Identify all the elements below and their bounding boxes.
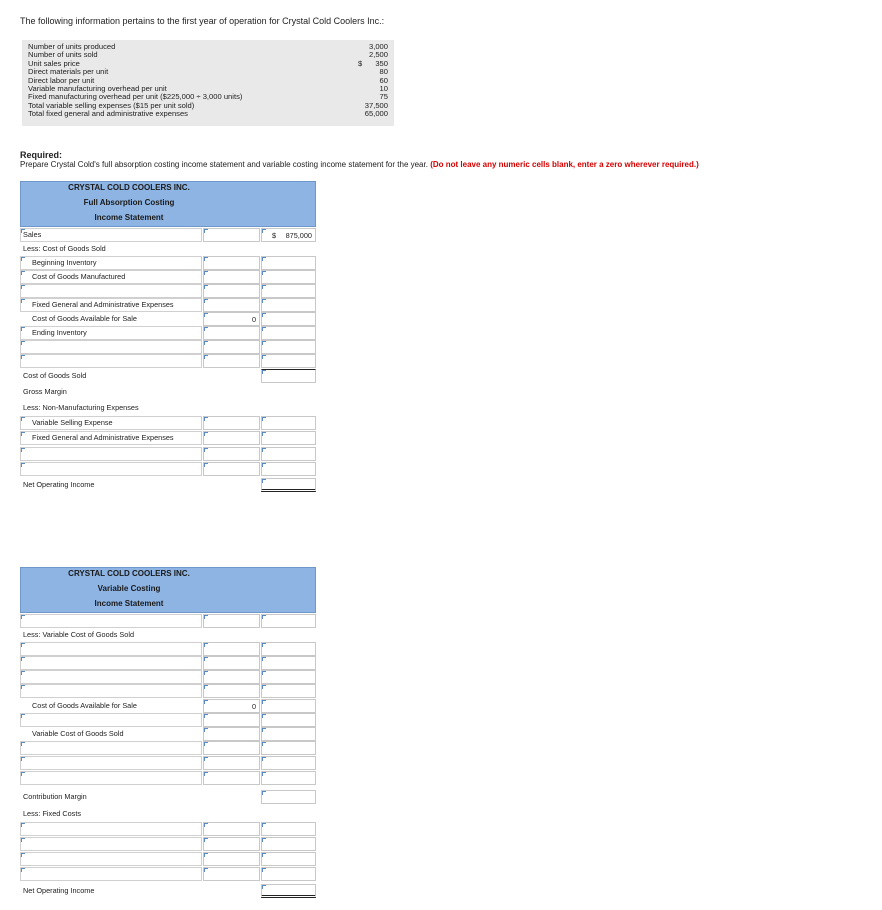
variable-row — [20, 684, 316, 699]
absorption-row-label: Variable Selling Expense — [32, 418, 113, 427]
variable-total-input[interactable] — [261, 884, 316, 898]
absorption-total-input[interactable] — [261, 312, 316, 326]
absorption-row-label: Cost of Goods Available for Sale — [32, 314, 137, 323]
variable-amount-input[interactable] — [203, 713, 260, 727]
absorption-amount-input[interactable] — [203, 326, 260, 340]
variable-amount-input[interactable] — [203, 727, 260, 741]
absorption-row — [20, 385, 316, 400]
variable-label-input[interactable] — [20, 771, 202, 785]
info-label: Total fixed general and administrative expenses — [28, 109, 188, 119]
absorption-row — [20, 416, 316, 431]
absorption-row-label: Less: Non-Manufacturing Expenses — [23, 403, 139, 412]
absorption-row — [20, 447, 316, 462]
variable-label-input[interactable] — [20, 852, 202, 866]
variable-total-input[interactable] — [261, 756, 316, 770]
variable-row — [20, 867, 316, 882]
absorption-label-input[interactable] — [20, 462, 202, 476]
info-value: 37,500 — [364, 100, 388, 110]
absorption-row — [20, 242, 316, 257]
variable-row — [20, 852, 316, 867]
absorption-row-label: Less: Cost of Goods Sold — [23, 244, 106, 253]
variable-row — [20, 756, 316, 771]
variable-amount-value: 0 — [251, 702, 256, 711]
absorption-row-label: Fixed General and Administrative Expenses — [32, 433, 174, 442]
absorption-method: Full Absorption Costing — [83, 198, 175, 207]
absorption-label-input[interactable] — [20, 340, 202, 354]
variable-row-label: Less: Fixed Costs — [23, 809, 81, 818]
absorption-amount-input[interactable] — [203, 431, 260, 445]
info-value: 2,500 — [368, 50, 388, 60]
variable-header — [20, 567, 316, 613]
absorption-row-label: Beginning Inventory — [32, 258, 97, 267]
variable-amount-input[interactable] — [203, 642, 260, 656]
info-value: 75 — [379, 92, 388, 102]
variable-total-input[interactable] — [261, 727, 316, 741]
absorption-row — [20, 431, 316, 446]
variable-row — [20, 741, 316, 756]
variable-row — [20, 884, 316, 899]
absorption-label-input[interactable] — [20, 284, 202, 298]
variable-amount-input[interactable] — [203, 822, 260, 836]
variable-row — [20, 713, 316, 728]
absorption-amount-input[interactable] — [203, 447, 260, 461]
absorption-row — [20, 340, 316, 355]
absorption-amount-input[interactable] — [203, 228, 260, 242]
info-label: Total variable selling expenses ($15 per unit sold) — [28, 100, 195, 110]
variable-row — [20, 670, 316, 685]
variable-amount-input[interactable] — [203, 852, 260, 866]
info-label: Unit sales price — [28, 58, 80, 68]
absorption-total-input[interactable] — [261, 478, 316, 492]
given-data-table — [22, 40, 394, 126]
variable-amount-input[interactable] — [203, 867, 260, 881]
variable-total-input[interactable] — [261, 852, 316, 866]
variable-statement-title: Income Statement — [94, 599, 164, 608]
info-label: Direct labor per unit — [28, 75, 95, 85]
absorption-amount-input[interactable] — [203, 312, 260, 326]
absorption-row — [20, 228, 316, 243]
absorption-row — [20, 462, 316, 477]
variable-total-input[interactable] — [261, 656, 316, 670]
variable-row — [20, 642, 316, 657]
variable-total-input[interactable] — [261, 867, 316, 881]
variable-row — [20, 656, 316, 671]
absorption-amount-value: 0 — [251, 315, 256, 324]
variable-amount-input[interactable] — [203, 771, 260, 785]
absorption-label-input[interactable] — [20, 228, 202, 242]
info-value: 80 — [379, 67, 388, 77]
variable-method: Variable Costing — [97, 584, 161, 593]
variable-row — [20, 822, 316, 837]
info-label: Fixed manufacturing overhead per unit ($225,000 ÷ 3,000 units) — [28, 92, 243, 102]
absorption-row — [20, 401, 316, 416]
absorption-total-input[interactable] — [261, 416, 316, 430]
absorption-amount-input[interactable] — [203, 354, 260, 368]
variable-total-input[interactable] — [261, 713, 316, 727]
absorption-label-input[interactable] — [20, 447, 202, 461]
absorption-row — [20, 256, 316, 271]
variable-row — [20, 614, 316, 629]
variable-label-input[interactable] — [20, 713, 202, 727]
absorption-row-label: Cost of Goods Manufactured — [32, 272, 126, 281]
variable-label-input[interactable] — [20, 822, 202, 836]
absorption-statement-title: Income Statement — [94, 213, 164, 222]
absorption-total-input[interactable] — [261, 326, 316, 340]
info-value: 350 — [375, 58, 388, 68]
variable-label-input[interactable] — [20, 837, 202, 851]
variable-row-label: Cost of Goods Available for Sale — [32, 701, 137, 710]
info-value: 60 — [379, 75, 388, 85]
intro-text: The following information pertains to the first year of operation for Crystal Cold Coolers Inc.: — [20, 16, 385, 26]
variable-row — [20, 727, 316, 742]
info-dollar: $ — [358, 58, 363, 68]
variable-amount-input[interactable] — [203, 670, 260, 684]
absorption-total-input[interactable] — [261, 447, 316, 461]
variable-amount-input[interactable] — [203, 614, 260, 628]
absorption-row — [20, 270, 316, 285]
absorption-amount-input[interactable] — [203, 270, 260, 284]
absorption-row — [20, 312, 316, 327]
variable-row — [20, 837, 316, 852]
absorption-row — [20, 369, 316, 384]
variable-label-input[interactable] — [20, 756, 202, 770]
absorption-total-input[interactable] — [261, 462, 316, 476]
absorption-amount-input[interactable] — [203, 340, 260, 354]
info-label: Variable manufacturing overhead per unit — [28, 84, 167, 93]
variable-row-label: Less: Variable Cost of Goods Sold — [23, 630, 134, 639]
variable-total-input[interactable] — [261, 670, 316, 684]
variable-amount-input[interactable] — [203, 741, 260, 755]
absorption-company: CRYSTAL COLD COOLERS INC. — [68, 183, 190, 192]
variable-total-input[interactable] — [261, 837, 316, 851]
absorption-row — [20, 284, 316, 299]
variable-row-label: Contribution Margin — [23, 792, 87, 801]
absorption-total-value: 875,000 — [285, 231, 312, 240]
absorption-row-label: Gross Margin — [23, 387, 67, 396]
variable-label-input[interactable] — [20, 741, 202, 755]
variable-amount-input[interactable] — [203, 837, 260, 851]
absorption-label-input[interactable] — [20, 354, 202, 368]
absorption-total-input[interactable] — [261, 431, 316, 445]
variable-row-label: Variable Cost of Goods Sold — [32, 729, 124, 738]
absorption-total-input[interactable] — [261, 256, 316, 270]
variable-amount-input[interactable] — [203, 699, 260, 713]
info-value: 3,000 — [368, 42, 388, 51]
info-label: Number of units sold — [28, 50, 98, 60]
variable-company: CRYSTAL COLD COOLERS INC. — [68, 569, 190, 578]
variable-total-input[interactable] — [261, 684, 316, 698]
required-text — [20, 160, 699, 169]
absorption-row — [20, 298, 316, 313]
variable-label-input[interactable] — [20, 670, 202, 684]
info-value: 10 — [379, 84, 388, 93]
variable-total-input[interactable] — [261, 642, 316, 656]
absorption-total-input[interactable] — [261, 340, 316, 354]
variable-row — [20, 807, 316, 822]
absorption-total-input[interactable] — [261, 298, 316, 312]
absorption-amount-input[interactable] — [203, 256, 260, 270]
variable-row — [20, 771, 316, 786]
info-label: Direct materials per unit — [28, 67, 109, 77]
absorption-row-label: Fixed General and Administrative Expenses — [32, 300, 174, 309]
variable-row — [20, 790, 316, 805]
info-value: 65,000 — [364, 109, 388, 119]
absorption-amount-input[interactable] — [203, 298, 260, 312]
variable-label-input[interactable] — [20, 867, 202, 881]
absorption-row-label: Sales — [23, 230, 42, 239]
absorption-total-input[interactable] — [261, 354, 316, 368]
info-row — [22, 110, 394, 118]
absorption-row-label: Cost of Goods Sold — [23, 371, 87, 380]
variable-total-input[interactable] — [261, 741, 316, 755]
variable-amount-input[interactable] — [203, 656, 260, 670]
variable-total-input[interactable] — [261, 771, 316, 785]
variable-row — [20, 628, 316, 643]
variable-row-label: Net Operating Income — [23, 886, 95, 895]
absorption-header — [20, 181, 316, 227]
absorption-total-input[interactable] — [261, 284, 316, 298]
absorption-amount-input[interactable] — [203, 462, 260, 476]
variable-label-input[interactable] — [20, 656, 202, 670]
variable-total-input[interactable] — [261, 699, 316, 713]
absorption-total-input[interactable] — [261, 270, 316, 284]
required-title: Required: — [20, 150, 63, 160]
absorption-row — [20, 326, 316, 341]
variable-total-input[interactable] — [261, 822, 316, 836]
required-note: (Do not leave any numeric cells blank, enter a zero wherever required.) — [430, 160, 699, 169]
variable-label-input[interactable] — [20, 614, 202, 628]
variable-label-input[interactable] — [20, 642, 202, 656]
variable-amount-input[interactable] — [203, 756, 260, 770]
absorption-row-label: Ending Inventory — [32, 328, 87, 337]
absorption-amount-input[interactable] — [203, 416, 260, 430]
variable-amount-input[interactable] — [203, 684, 260, 698]
required-instruction: Prepare Crystal Cold's full absorption costing income statement and variable costing income statement for the year. — [20, 160, 428, 169]
variable-total-input[interactable] — [261, 614, 316, 628]
absorption-amount-input[interactable] — [203, 284, 260, 298]
absorption-row — [20, 478, 316, 493]
absorption-total-input[interactable] — [261, 369, 316, 383]
absorption-total-dollar: $ — [272, 231, 277, 240]
info-label: Number of units produced — [28, 42, 116, 51]
variable-row — [20, 699, 316, 714]
absorption-row-label: Net Operating Income — [23, 480, 95, 489]
variable-label-input[interactable] — [20, 684, 202, 698]
absorption-total-input[interactable] — [261, 228, 316, 242]
variable-total-input[interactable] — [261, 790, 316, 804]
absorption-row — [20, 354, 316, 369]
